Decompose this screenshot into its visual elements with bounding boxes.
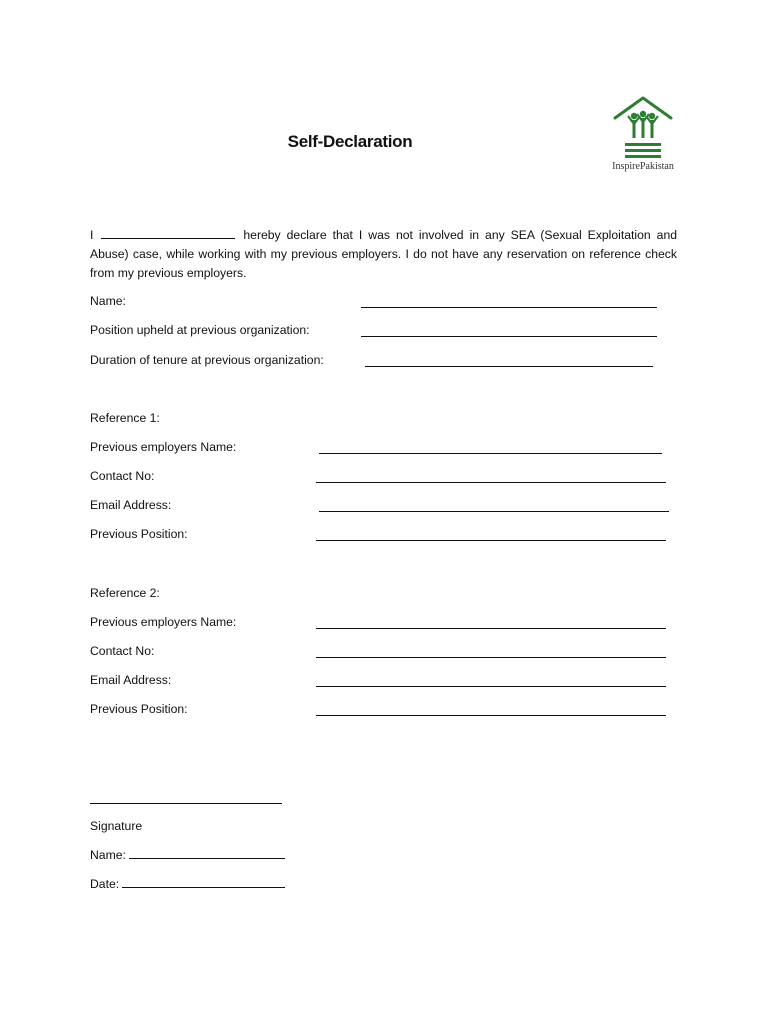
ref1-position-label: Previous Position: — [90, 527, 188, 541]
reference-1-heading: Reference 1: — [90, 411, 160, 425]
duration-label: Duration of tenure at previous organization: — [90, 353, 324, 367]
ref2-email-blank[interactable] — [316, 686, 666, 687]
signature-date-blank[interactable] — [122, 877, 285, 888]
ref1-email-label: Email Address: — [90, 498, 172, 512]
ref2-email-label: Email Address: — [90, 673, 172, 687]
duration-blank[interactable] — [365, 366, 653, 367]
declaration-pronoun: I — [90, 228, 94, 242]
signature-label: Signature — [90, 819, 143, 833]
ref1-contact-blank[interactable] — [316, 482, 666, 483]
ref1-contact-label: Contact No: — [90, 469, 155, 483]
declarant-name-blank[interactable] — [101, 227, 235, 239]
signature-name-label: Name: — [90, 848, 126, 862]
ref2-contact-label: Contact No: — [90, 644, 155, 658]
page-title: Self-Declaration — [287, 132, 413, 151]
ref1-employer-blank[interactable] — [319, 453, 662, 454]
declaration-text: hereby declare that I was not involved in any SEA (Sexual Exploitation and Abuse) case, while working with my previous employers. I do not have any reservation on reference check from my previous employers. — [90, 228, 678, 280]
signature-name-row — [90, 848, 285, 862]
signature-name-blank[interactable] — [129, 848, 285, 859]
name-label: Name: — [90, 294, 126, 308]
ref2-position-blank[interactable] — [316, 715, 666, 716]
declaration-paragraph — [90, 226, 677, 283]
ref2-position-label: Previous Position: — [90, 702, 188, 716]
signature-date-row — [90, 877, 285, 891]
signature-date-label: Date: — [90, 877, 120, 891]
position-blank[interactable] — [361, 336, 657, 337]
ref1-email-blank[interactable] — [319, 511, 669, 512]
ref1-position-blank[interactable] — [316, 540, 666, 541]
ref2-contact-blank[interactable] — [316, 657, 666, 658]
reference-2-heading: Reference 2: — [90, 586, 160, 600]
logo-text: InspirePakistan — [612, 161, 674, 172]
ref1-employer-label: Previous employers Name: — [90, 440, 237, 454]
signature-blank[interactable] — [90, 803, 282, 804]
ref2-employer-label: Previous employers Name: — [90, 615, 237, 629]
name-blank[interactable] — [361, 307, 657, 308]
ref2-employer-blank[interactable] — [316, 628, 666, 629]
position-label: Position upheld at previous organization: — [90, 323, 310, 337]
